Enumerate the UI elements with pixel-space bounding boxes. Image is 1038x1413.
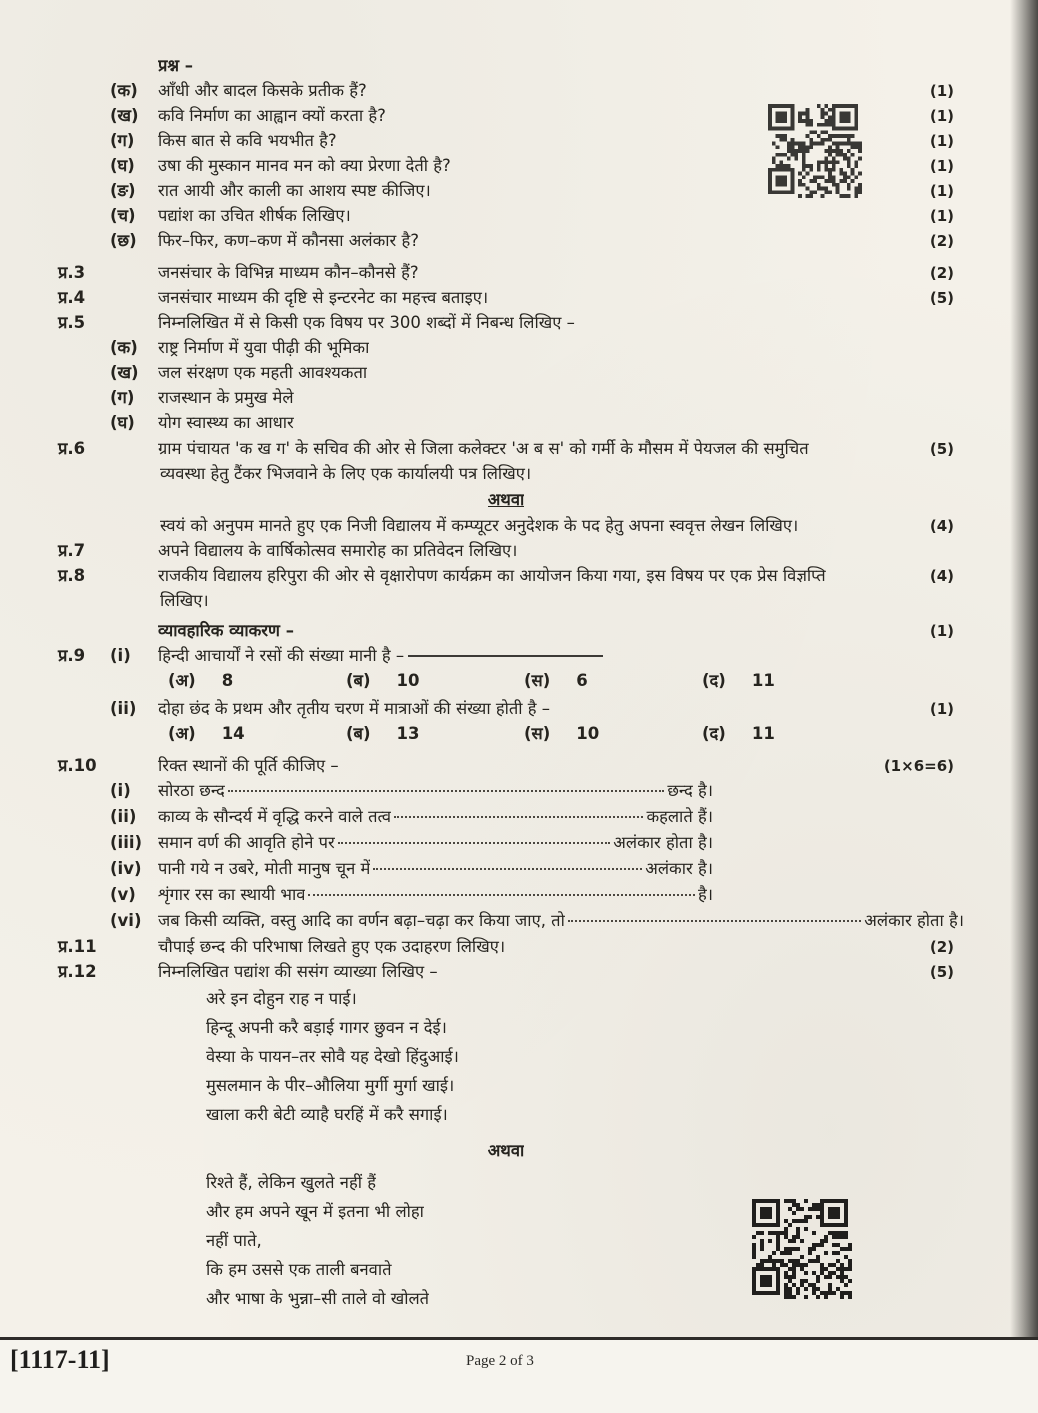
question-प्र.3 bbox=[58, 261, 954, 285]
marks-badge: (1) bbox=[929, 107, 954, 125]
question-text: निम्नलिखित पद्यांश की ससंग व्याख्या लिखिए – bbox=[158, 962, 438, 981]
sub-label: (ग) bbox=[110, 131, 135, 150]
marks-badge: (2) bbox=[929, 938, 954, 956]
option-label: (स) bbox=[524, 724, 551, 743]
question-line bbox=[58, 831, 713, 855]
question-प्र.12 bbox=[58, 960, 954, 984]
blank-line bbox=[568, 920, 861, 922]
question-text: पद्यांश का उचित शीर्षक लिखिए। bbox=[158, 206, 351, 225]
question-text: दोहा छंद के प्रथम और तृतीय चरण में मात्राओं की संख्या होती है – bbox=[158, 699, 551, 718]
question-text: फिर–फिर, कण–कण में कौनसा अलंकार है? bbox=[158, 231, 420, 250]
blank-line bbox=[394, 816, 643, 818]
question-number: प्र.8 bbox=[58, 566, 86, 585]
sub-label: (घ) bbox=[110, 156, 135, 175]
question-number: प्र.7 bbox=[58, 541, 86, 560]
question-text: अपने विद्यालय के वार्षिकोत्सव समारोह का प्रतिवेदन लिखिए। bbox=[158, 541, 518, 560]
option-label: (ब) bbox=[346, 671, 371, 690]
question-text: और भाषा के भुन्ना–सी ताले वो खोलते bbox=[206, 1289, 430, 1308]
question-line bbox=[58, 985, 954, 1013]
marks-badge: (1) bbox=[929, 622, 954, 640]
question-text: रात आयी और काली का आशय स्पष्ट कीजिए। bbox=[158, 181, 431, 200]
question-line bbox=[58, 361, 954, 385]
sub-label: (iii) bbox=[110, 833, 143, 852]
option-value: 13 bbox=[396, 724, 420, 743]
question-text: नहीं पाते, bbox=[206, 1231, 262, 1250]
question-text: हिन्दी आचार्यों ने रसों की संख्या मानी है – bbox=[158, 644, 603, 668]
mcq-option bbox=[346, 722, 524, 746]
mcq-option bbox=[702, 669, 880, 693]
question-text: ग्राम पंचायत 'क ख ग' के सचिव की ओर से जिला कलेक्टर 'अ ब स' को गर्मी के मौसम में पेयजल की समुचित bbox=[158, 439, 809, 458]
scan-edge-shadow bbox=[1010, 0, 1038, 1340]
question-प्र.4 bbox=[58, 286, 954, 310]
question-number: प्र.3 bbox=[58, 263, 86, 282]
question-line bbox=[58, 1014, 954, 1042]
mcq-option bbox=[168, 669, 346, 693]
question-text: पानी गये न उबरे, मोती मानुष चून में bbox=[158, 859, 371, 878]
question-text: उषा की मुस्कान मानव मन को क्या प्रेरणा देती है? bbox=[158, 156, 451, 175]
question-line bbox=[58, 1101, 954, 1129]
question-number: प्र.4 bbox=[58, 288, 86, 307]
question-text: चौपाई छन्द की परिभाषा लिखते हुए एक उदाहरण लिखिए। bbox=[158, 937, 506, 956]
option-label: (द) bbox=[702, 724, 726, 743]
option-value: 6 bbox=[576, 671, 588, 690]
marks-badge: (5) bbox=[929, 440, 954, 458]
question-line bbox=[58, 805, 713, 829]
question-प्र.10 bbox=[58, 754, 954, 778]
blank-tail: है। bbox=[697, 885, 713, 904]
sub-label: (च) bbox=[110, 206, 136, 225]
question-text: अरे इन दोहुन राह न पाई। bbox=[206, 989, 357, 1008]
question-line bbox=[58, 1169, 954, 1197]
question-line bbox=[58, 857, 713, 881]
question-प्र.11 bbox=[58, 935, 954, 959]
question-प्र.9 bbox=[58, 644, 954, 668]
mcq-option bbox=[524, 669, 702, 693]
sub-label: (iv) bbox=[110, 859, 142, 878]
marks-badge: (1) bbox=[929, 82, 954, 100]
blank-line bbox=[228, 790, 665, 792]
blank-tail: अलंकार होता है। bbox=[613, 833, 713, 852]
question-text: लिखिए। bbox=[160, 591, 209, 610]
sub-label: (v) bbox=[110, 885, 136, 904]
marks-badge: (5) bbox=[929, 289, 954, 307]
page-number: Page 2 of 3 bbox=[466, 1353, 534, 1369]
question-text: और हम अपने खून में इतना भी लोहा bbox=[206, 1202, 424, 1221]
sub-label: (ग) bbox=[110, 388, 135, 407]
marks-badge: (4) bbox=[929, 567, 954, 585]
question-line bbox=[58, 779, 713, 803]
marks-badge: (1) bbox=[929, 157, 954, 175]
sub-label: (vi) bbox=[110, 911, 142, 930]
question-text: जनसंचार के विभिन्न माध्यम कौन–कौनसे हैं? bbox=[158, 263, 419, 282]
footer-rule bbox=[0, 1337, 1038, 1340]
question-number: प्र.10 bbox=[58, 756, 97, 775]
marks-badge: (1) bbox=[929, 182, 954, 200]
marks-badge: (1) bbox=[929, 700, 954, 718]
question-line bbox=[58, 386, 954, 410]
question-line bbox=[58, 589, 954, 613]
option-value: 8 bbox=[221, 671, 234, 690]
question-line bbox=[58, 722, 954, 746]
blank-line bbox=[338, 842, 611, 844]
question-text: हिन्दू अपनी करै बड़ाई गागर छुवन न देई। bbox=[206, 1018, 447, 1037]
footer bbox=[0, 1337, 1038, 1413]
marks-badge: (4) bbox=[929, 517, 954, 535]
question-प्र.7 bbox=[58, 539, 954, 563]
question-text: मुसलमान के पीर–औलिया मुर्गी मुर्गा खाई। bbox=[206, 1076, 455, 1095]
question-text: समान वर्ण की आवृति होने पर bbox=[158, 833, 335, 852]
or-divider bbox=[58, 488, 954, 512]
or-label: अथवा bbox=[487, 1141, 525, 1160]
sub-label: (घ) bbox=[110, 413, 135, 432]
question-number: प्र.12 bbox=[58, 962, 97, 981]
sub-label: (i) bbox=[110, 781, 131, 800]
option-value: 11 bbox=[751, 724, 775, 743]
question-text: कवि निर्माण का आह्वान क्यों करता है? bbox=[158, 106, 386, 125]
option-label: (अ) bbox=[168, 724, 196, 743]
question-text: निम्नलिखित में से किसी एक विषय पर 300 शब्दों में निबन्ध लिखिए – bbox=[158, 313, 575, 332]
question-text: काव्य के सौन्दर्य में वृद्धि करने वाले तत्व bbox=[158, 807, 392, 826]
question-line bbox=[58, 79, 954, 103]
question-number: प्र.5 bbox=[58, 313, 86, 332]
question-text: कि हम उससे एक ताली बनवाते bbox=[206, 1260, 392, 1279]
question-text: राजकीय विद्यालय हरिपुरा की ओर से वृक्षारोपण कार्यक्रम का आयोजन किया गया, इस विषय पर एक प्रेस विज्ञप्ति bbox=[158, 566, 826, 585]
paper-code: [1117-11] bbox=[10, 1345, 110, 1374]
marks-badge: (1) bbox=[929, 207, 954, 225]
question-line bbox=[58, 204, 954, 228]
question-text: स्वयं को अनुपम मानते हुए एक निजी विद्यालय में कम्प्यूटर अनुदेशक के पद हेतु अपना स्ववृत्त लेखन लिखिए। bbox=[160, 516, 799, 535]
question-text: वेस्या के पायन–तर सोवै यह देखो हिंदुआई। bbox=[206, 1047, 459, 1066]
question-number: प्र.6 bbox=[58, 439, 86, 458]
sub-label: (ii) bbox=[110, 807, 137, 826]
question-line bbox=[58, 883, 713, 907]
option-label: (द) bbox=[702, 671, 726, 690]
marks-badge: (5) bbox=[929, 963, 954, 981]
qr-code-bottom-icon bbox=[752, 1196, 852, 1302]
marks-badge: (1) bbox=[929, 132, 954, 150]
option-value: 10 bbox=[396, 671, 420, 690]
mcq-option bbox=[346, 669, 524, 693]
option-value: 14 bbox=[221, 724, 245, 743]
mcq-option bbox=[168, 722, 346, 746]
question-text: योग स्वास्थ्य का आधार bbox=[158, 413, 294, 432]
question-line bbox=[58, 462, 954, 486]
option-value: 10 bbox=[576, 724, 600, 743]
question-प्र.5 bbox=[58, 311, 954, 335]
question-line bbox=[58, 619, 954, 643]
question-text: सोरठा छन्द bbox=[158, 781, 225, 800]
sub-label: (ii) bbox=[110, 699, 137, 718]
blank-tail: अलंकार है। bbox=[645, 859, 713, 878]
blank-line bbox=[373, 868, 642, 870]
blank-line bbox=[308, 894, 695, 896]
blank-tail: कहलाते हैं। bbox=[646, 807, 713, 826]
blank-tail: अलंकार होता है। bbox=[864, 911, 964, 930]
question-number: प्र.9 bbox=[58, 646, 86, 665]
blank-tail: छन्द है। bbox=[667, 781, 713, 800]
question-line bbox=[58, 1043, 954, 1071]
marks-badge: (1×6=6) bbox=[883, 757, 954, 775]
sub-label: (i) bbox=[110, 646, 131, 665]
question-text: शृंगार रस का स्थायी भाव bbox=[158, 885, 306, 904]
option-label: (अ) bbox=[168, 671, 196, 690]
sub-label: (क) bbox=[110, 338, 138, 357]
option-value: 11 bbox=[751, 671, 775, 690]
sub-label: (क) bbox=[110, 81, 138, 100]
question-text: रिश्ते हैं, लेकिन खुलते नहीं हैं bbox=[206, 1173, 377, 1192]
question-text: जनसंचार माध्यम की दृष्टि से इन्टरनेट का महत्त्व बताइए। bbox=[158, 288, 489, 307]
or-divider bbox=[58, 1139, 954, 1163]
question-text: जब किसी व्यक्ति, वस्तु आदि का वर्णन बढ़ा–चढ़ा कर किया जाए, तो bbox=[158, 911, 565, 930]
question-text: किस बात से कवि भयभीत है? bbox=[158, 131, 337, 150]
question-text: प्रश्न – bbox=[158, 56, 194, 75]
question-प्र.8 bbox=[58, 564, 954, 588]
marks-badge: (2) bbox=[929, 264, 954, 282]
marks-badge: (2) bbox=[929, 232, 954, 250]
question-line bbox=[58, 336, 954, 360]
question-text: खाला करी बेटी व्याहै घरहिं में करै सगाई। bbox=[206, 1105, 448, 1124]
question-line bbox=[58, 909, 964, 933]
question-line bbox=[58, 229, 954, 253]
question-text: राजस्थान के प्रमुख मेले bbox=[158, 388, 294, 407]
mcq-option bbox=[702, 722, 880, 746]
question-line bbox=[58, 697, 954, 721]
sub-label: (ख) bbox=[110, 106, 139, 125]
question-text: रिक्त स्थानों की पूर्ति कीजिए – bbox=[158, 756, 339, 775]
mcq-option bbox=[524, 722, 702, 746]
qr-code-top-icon bbox=[766, 104, 864, 198]
question-text: व्यावहारिक व्याकरण – bbox=[158, 621, 294, 640]
sub-label: (ख) bbox=[110, 363, 139, 382]
option-label: (ब) bbox=[346, 724, 371, 743]
question-प्र.6 bbox=[58, 437, 954, 461]
question-text: जल संरक्षण एक महती आवश्यकता bbox=[158, 363, 368, 382]
question-text: व्यवस्था हेतु टैंकर भिजवाने के लिए एक कार्यालयी पत्र लिखिए। bbox=[160, 464, 532, 483]
sub-label: (ङ) bbox=[110, 181, 136, 200]
sub-label: (छ) bbox=[110, 231, 137, 250]
question-text: आँधी और बादल किसके प्रतीक हैं? bbox=[158, 81, 367, 100]
question-line bbox=[58, 1072, 954, 1100]
or-label: अथवा bbox=[487, 490, 525, 509]
option-label: (स) bbox=[524, 671, 551, 690]
question-line bbox=[58, 54, 954, 78]
question-text: राष्ट्र निर्माण में युवा पीढ़ी की भूमिका bbox=[158, 338, 370, 357]
question-number: प्र.11 bbox=[58, 937, 97, 956]
question-line bbox=[58, 669, 954, 693]
question-line bbox=[58, 411, 954, 435]
question-line bbox=[58, 514, 954, 538]
